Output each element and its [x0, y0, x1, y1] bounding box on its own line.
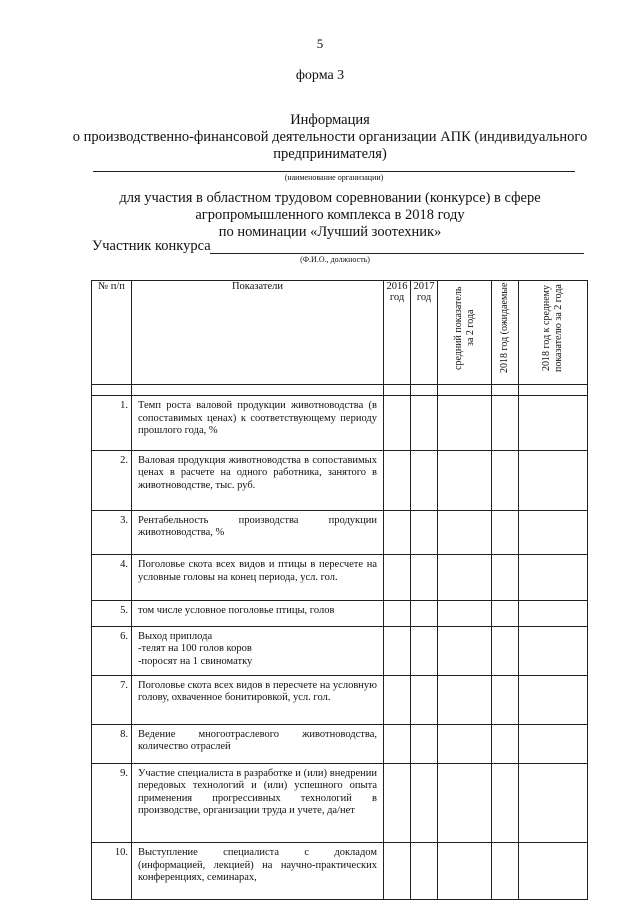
row-number: 3. [92, 510, 132, 555]
value-cell[interactable] [411, 510, 438, 555]
row-indicator: Выступление специалиста с докладом (информацией, лекцией) на научно-практических конференциях, семинарах, [132, 843, 384, 900]
value-cell[interactable] [438, 396, 492, 450]
value-cell[interactable] [519, 510, 588, 555]
value-cell[interactable] [492, 450, 519, 510]
header-2018 [492, 281, 519, 385]
value-cell[interactable] [411, 843, 438, 900]
table-row [92, 675, 588, 724]
org-name-line [93, 171, 575, 172]
value-cell[interactable] [519, 763, 588, 842]
value-cell[interactable] [492, 555, 519, 601]
table-row [92, 450, 588, 510]
table-row [92, 724, 588, 763]
table-header-row [92, 281, 588, 385]
header-average [438, 281, 492, 385]
table-row [92, 626, 588, 675]
value-cell[interactable] [519, 450, 588, 510]
value-cell[interactable] [519, 626, 588, 675]
value-cell[interactable] [438, 555, 492, 601]
table-row [92, 843, 588, 900]
row-indicator: том числе условное поголовье птицы, голов [132, 600, 384, 626]
row-number: 9. [92, 763, 132, 842]
value-cell[interactable] [411, 600, 438, 626]
purpose-text [40, 190, 620, 241]
row-indicator: Поголовье скота всех видов в пересчете на условную голову, охваченное бонитировкой, усл. гол. [132, 675, 384, 724]
row-indicator: Поголовье скота всех видов и птицы в пересчете на условные головы на конец периода, усл. гол. [132, 555, 384, 601]
row-indicator: Темп роста валовой продукции животноводства (в сопоставимых ценах) к соответствующему периоду прошлого года, % [132, 396, 384, 450]
value-cell[interactable] [384, 626, 411, 675]
page-number: 5 [316, 36, 324, 51]
value-cell[interactable] [411, 396, 438, 450]
value-cell[interactable] [492, 600, 519, 626]
row-number: 10. [92, 843, 132, 900]
value-cell[interactable] [384, 675, 411, 724]
table-row [92, 555, 588, 601]
header-2016: 2016 год [384, 281, 411, 385]
row-indicator: Валовая продукция животноводства в сопоставимых ценах в расчете на одного работника, занятого в животноводстве, тыс. руб. [132, 450, 384, 510]
value-cell[interactable] [492, 626, 519, 675]
value-cell[interactable] [384, 843, 411, 900]
value-cell[interactable] [438, 626, 492, 675]
value-cell[interactable] [384, 450, 411, 510]
value-cell[interactable] [519, 396, 588, 450]
value-cell[interactable] [492, 510, 519, 555]
purpose-line-1: для участия в областном трудовом соревновании (конкурсе) в сфере [119, 190, 541, 206]
title-line-1: Информация [290, 112, 370, 128]
row-number: 1. [92, 396, 132, 450]
header-average-text: средний показатель за 2 года [452, 286, 476, 370]
title-line-2: о производственно-финансовой деятельности организации АПК (индивидуального [72, 129, 588, 145]
value-cell[interactable] [411, 675, 438, 724]
value-cell[interactable] [519, 724, 588, 763]
value-cell[interactable] [384, 555, 411, 601]
row-indicator: Выход приплода -телят на 100 голов коров -поросят на 1 свиноматку [132, 626, 384, 675]
header-ratio [519, 281, 588, 385]
value-cell[interactable] [411, 724, 438, 763]
participant-line [210, 253, 584, 254]
value-cell[interactable] [384, 763, 411, 842]
value-cell[interactable] [411, 450, 438, 510]
value-cell[interactable] [519, 675, 588, 724]
header-indicators: Показатели [132, 281, 384, 385]
row-number: 8. [92, 724, 132, 763]
row-indicator: Участие специалиста в разработке и (или) внедрении передовых технологий и (или) успешного опыта применения прогрессивных технологий в производстве, организации труда и учете, да/нет [132, 763, 384, 842]
header-num: № п/п [92, 281, 132, 385]
value-cell[interactable] [438, 510, 492, 555]
row-number: 4. [92, 555, 132, 601]
value-cell[interactable] [384, 724, 411, 763]
row-number: 2. [92, 450, 132, 510]
value-cell[interactable] [384, 510, 411, 555]
row-number: 6. [92, 626, 132, 675]
value-cell[interactable] [411, 626, 438, 675]
value-cell[interactable] [438, 843, 492, 900]
value-cell[interactable] [492, 396, 519, 450]
value-cell[interactable] [519, 600, 588, 626]
value-cell[interactable] [519, 843, 588, 900]
value-cell[interactable] [411, 555, 438, 601]
table-row [92, 510, 588, 555]
value-cell[interactable] [438, 600, 492, 626]
header-2018-text: 2018 год (ожидаемые [499, 282, 510, 374]
value-cell[interactable] [411, 763, 438, 842]
row-indicator: Ведение многоотраслевого животноводства, количество отраслей [132, 724, 384, 763]
header-ratio-text: 2018 год к среднему показателю за 2 года [541, 284, 564, 372]
value-cell[interactable] [492, 675, 519, 724]
value-cell[interactable] [438, 450, 492, 510]
value-cell[interactable] [384, 600, 411, 626]
value-cell[interactable] [492, 763, 519, 842]
purpose-line-2: агропромышленного комплекса в 2018 году [195, 207, 465, 223]
form-label: форма 3 [295, 68, 345, 83]
value-cell[interactable] [438, 724, 492, 763]
value-cell[interactable] [438, 763, 492, 842]
table-row [92, 763, 588, 842]
table-spacer-row [92, 385, 588, 396]
row-number: 5. [92, 600, 132, 626]
participant-label: Участник конкурса [92, 238, 211, 254]
org-name-caption: (наименование организации) [284, 173, 384, 182]
value-cell[interactable] [438, 675, 492, 724]
purpose-line-3: по номинации «Лучший зоотехник» [218, 224, 442, 240]
header-2017: 2017 год [411, 281, 438, 385]
row-number: 7. [92, 675, 132, 724]
value-cell[interactable] [492, 724, 519, 763]
value-cell[interactable] [384, 396, 411, 450]
table-row [92, 396, 588, 450]
indicators-table [91, 280, 588, 900]
table-row [92, 600, 588, 626]
row-indicator: Рентабельность производства продукции животноводства, % [132, 510, 384, 555]
document-title [40, 112, 620, 163]
title-line-3: предпринимателя) [273, 146, 387, 162]
value-cell[interactable] [492, 843, 519, 900]
participant-caption: (Ф.И.О., должность) [300, 255, 370, 264]
value-cell[interactable] [519, 555, 588, 601]
